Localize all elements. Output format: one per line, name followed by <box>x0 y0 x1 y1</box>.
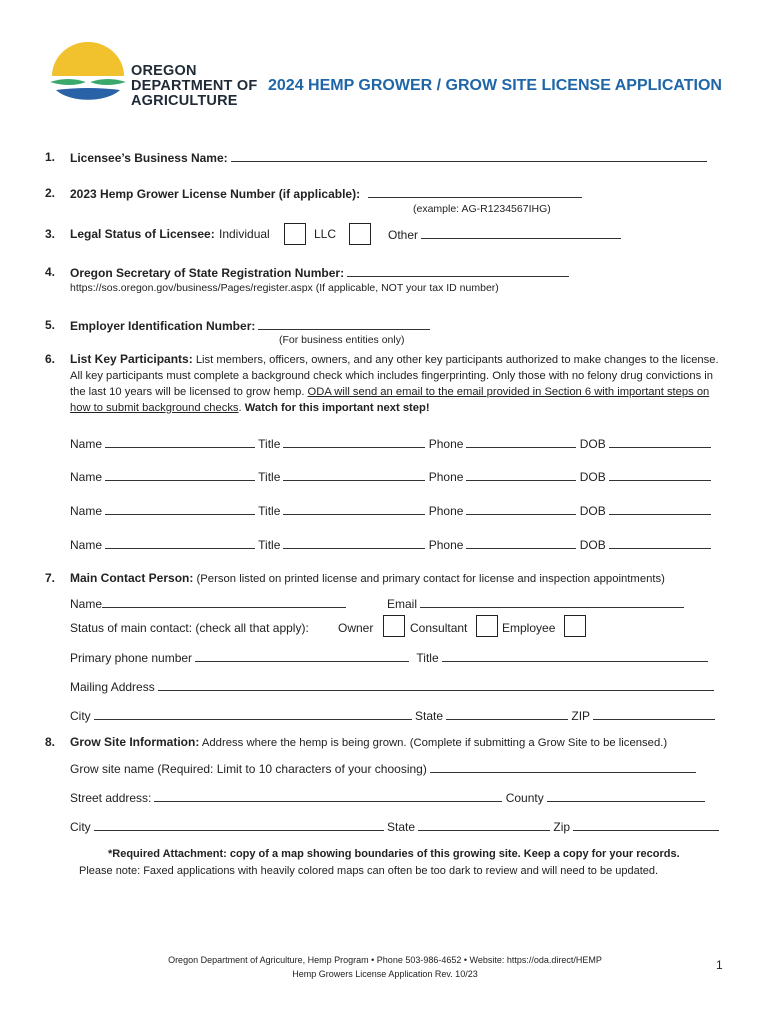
contact-email-row <box>387 596 684 611</box>
street-address-label: Street address: <box>70 791 152 805</box>
participant-dob-label: DOB <box>579 504 606 518</box>
section-4-number: 4. <box>45 265 56 279</box>
section-1-row <box>70 150 707 165</box>
grow-site-label: Grow Site Information: <box>70 735 200 749</box>
employee-checkbox[interactable] <box>564 615 586 637</box>
participant-dob-field[interactable] <box>609 436 711 448</box>
participant-row-4 <box>70 537 711 552</box>
participant-name-field[interactable] <box>105 537 255 549</box>
participant-name-field[interactable] <box>105 436 255 448</box>
sos-note: (If applicable, NOT your tax ID number) <box>315 282 499 294</box>
contact-email-field[interactable] <box>420 596 684 608</box>
participant-phone-label: Phone <box>428 504 464 518</box>
page-title: 2024 HEMP GROWER / GROW SITE LICENSE APPLICATION <box>268 77 722 94</box>
participant-phone-field[interactable] <box>466 537 576 549</box>
required-attachment-note: *Required Attachment: copy of a map showing boundaries of this growing site. Keep a copy for your records. <box>108 848 680 860</box>
sos-url-row <box>70 282 499 294</box>
footer-revision: Hemp Growers License Application Rev. 10/23 <box>292 969 478 979</box>
llc-checkbox[interactable] <box>349 223 371 245</box>
individual-checkbox[interactable] <box>284 223 306 245</box>
contact-status-label: Status of main contact: (check all that apply): <box>70 621 309 635</box>
section-4-row <box>70 265 569 280</box>
business-name-field[interactable] <box>231 150 707 162</box>
key-participants-body: List members, officers, owners, and any other key participants authorized to make changes to the license. All key participants must complete a background check which includes fingerprinting. Only those with no felony drug convictions in the last 10 years will be licensed to grow hemp. <box>70 354 719 398</box>
logo-line-1: OREGON <box>131 63 197 79</box>
participant-name-label: Name <box>70 538 103 552</box>
participant-dob-field[interactable] <box>609 503 711 515</box>
section-6-number: 6. <box>45 352 56 366</box>
legal-status-label: Legal Status of Licensee: <box>70 227 215 241</box>
contact-phone-label: Primary phone number <box>70 651 193 665</box>
site-state-label: State <box>387 820 416 834</box>
key-participants-watch: Watch for this important next step! <box>244 402 430 414</box>
participant-title-field[interactable] <box>283 503 425 515</box>
participant-title-field[interactable] <box>283 436 425 448</box>
sos-url-link[interactable]: https://sos.oregon.gov/business/Pages/register.aspx <box>70 282 313 294</box>
oda-logo-icon <box>48 42 128 110</box>
participant-title-label: Title <box>258 437 281 451</box>
participant-name-label: Name <box>70 437 103 451</box>
contact-phone-row <box>70 650 708 665</box>
contact-name-row <box>70 596 346 611</box>
contact-city-row <box>70 708 715 723</box>
participant-name-label: Name <box>70 470 103 484</box>
section-3-number: 3. <box>45 227 56 241</box>
section-2-number: 2. <box>45 186 56 200</box>
county-field[interactable] <box>547 790 705 802</box>
site-city-label: City <box>70 820 91 834</box>
street-address-field[interactable] <box>154 790 502 802</box>
logo-line-3: AGRICULTURE <box>131 93 238 109</box>
county-label: County <box>505 791 544 805</box>
participant-title-label: Title <box>258 504 281 518</box>
participant-name-field[interactable] <box>105 469 255 481</box>
sos-number-field[interactable] <box>347 265 569 277</box>
site-name-label: Grow site name (Required: Limit to 10 characters of your choosing) <box>70 762 427 776</box>
contact-title-field[interactable] <box>442 650 708 662</box>
participant-name-label: Name <box>70 504 103 518</box>
section-8-number: 8. <box>45 735 56 749</box>
section-5-row <box>70 318 430 333</box>
fax-note: Please note: Faxed applications with heavily colored maps can often be too dark to review and will need to be updated. <box>79 865 659 877</box>
consultant-checkbox[interactable] <box>476 615 498 637</box>
other-field[interactable] <box>421 227 621 239</box>
other-label: Other <box>388 228 419 242</box>
participant-dob-label: DOB <box>579 538 606 552</box>
site-city-row <box>70 819 719 834</box>
participant-title-label: Title <box>258 470 281 484</box>
contact-title-label: Title <box>416 651 439 665</box>
contact-city-label: City <box>70 709 91 723</box>
participant-phone-field[interactable] <box>466 436 576 448</box>
mailing-address-field[interactable] <box>158 679 714 691</box>
participant-name-field[interactable] <box>105 503 255 515</box>
section-7-number: 7. <box>45 571 56 585</box>
individual-label: Individual <box>219 227 270 241</box>
site-city-field[interactable] <box>94 819 384 831</box>
owner-checkbox[interactable] <box>383 615 405 637</box>
participant-title-field[interactable] <box>283 469 425 481</box>
llc-label: LLC <box>314 227 337 241</box>
key-participants-label: List Key Participants: <box>70 352 193 366</box>
employee-label: Employee <box>502 621 556 635</box>
license-number-label: 2023 Hemp Grower License Number (if applicable): <box>70 187 361 201</box>
contact-name-label: Name <box>70 597 103 611</box>
contact-state-field[interactable] <box>446 708 568 720</box>
participant-phone-field[interactable] <box>466 503 576 515</box>
site-name-field[interactable] <box>430 761 696 773</box>
participant-phone-label: Phone <box>428 470 464 484</box>
owner-label: Owner <box>338 621 374 635</box>
other-row <box>388 227 621 242</box>
grow-site-heading <box>70 735 667 749</box>
page-number: 1 <box>716 958 723 972</box>
grow-site-note: Address where the hemp is being grown. (Complete if submitting a Grow Site to be licensed.) <box>201 737 668 749</box>
license-number-example: (example: AG-R1234567IHG) <box>413 203 551 215</box>
contact-phone-field[interactable] <box>195 650 409 662</box>
street-row <box>70 790 705 805</box>
participant-phone-label: Phone <box>428 437 464 451</box>
site-state-field[interactable] <box>418 819 550 831</box>
participant-row-3 <box>70 503 711 518</box>
participant-dob-label: DOB <box>579 437 606 451</box>
mailing-address-label: Mailing Address <box>70 680 155 694</box>
main-contact-heading <box>70 571 665 585</box>
participant-phone-field[interactable] <box>466 469 576 481</box>
ein-note: (For business entities only) <box>279 334 405 346</box>
contact-zip-label: ZIP <box>571 709 591 723</box>
section-2-row <box>70 186 582 201</box>
consultant-label: Consultant <box>410 621 468 635</box>
contact-state-label: State <box>415 709 444 723</box>
section-5-number: 5. <box>45 318 56 332</box>
sos-number-label: Oregon Secretary of State Registration Number: <box>70 266 345 280</box>
ein-field[interactable] <box>258 318 430 330</box>
participant-dob-label: DOB <box>579 470 606 484</box>
participant-title-label: Title <box>258 538 281 552</box>
logo-text <box>131 64 257 109</box>
license-number-field[interactable] <box>368 186 582 198</box>
key-participants-email-note: ODA will send an email to the email provided in Section 6 with important steps on how to submit background checks <box>70 386 710 414</box>
key-participants-text: List Key Participants: List members, officers, owners, and any other key participants authorized to make changes to the license. All key participants must complete a background check which includes fingerprinting. Only those with no felony drug convictions in the last 10 years will be licensed to grow hemp. ODA will send an email to the email provided in Section 6 with important steps on how to submit background checks. Watch for this important next step! <box>70 352 719 414</box>
logo-line-2: DEPARTMENT OF <box>131 78 258 94</box>
section-1-number: 1. <box>45 150 56 164</box>
contact-city-field[interactable] <box>94 708 412 720</box>
participant-phone-label: Phone <box>428 538 464 552</box>
participant-row-1 <box>70 436 711 451</box>
mailing-row <box>70 679 714 694</box>
contact-name-field[interactable] <box>102 596 346 608</box>
contact-zip-field[interactable] <box>593 708 715 720</box>
participant-dob-field[interactable] <box>609 537 711 549</box>
participant-row-2 <box>70 469 711 484</box>
participant-dob-field[interactable] <box>609 469 711 481</box>
main-contact-note: (Person listed on printed license and primary contact for license and inspection appointments) <box>196 573 665 585</box>
site-name-row <box>70 761 696 776</box>
site-zip-field[interactable] <box>573 819 719 831</box>
footer-contact: Oregon Department of Agriculture, Hemp Program • Phone 503-986-4652 • Website: https://oda.direct/HEMP <box>168 955 602 965</box>
participant-title-field[interactable] <box>283 537 425 549</box>
contact-email-label: Email <box>387 597 418 611</box>
ein-label: Employer Identification Number: <box>70 319 256 333</box>
main-contact-label: Main Contact Person: <box>70 571 194 585</box>
business-name-label: Licensee’s Business Name: <box>70 151 228 165</box>
site-zip-label: Zip <box>553 820 571 834</box>
